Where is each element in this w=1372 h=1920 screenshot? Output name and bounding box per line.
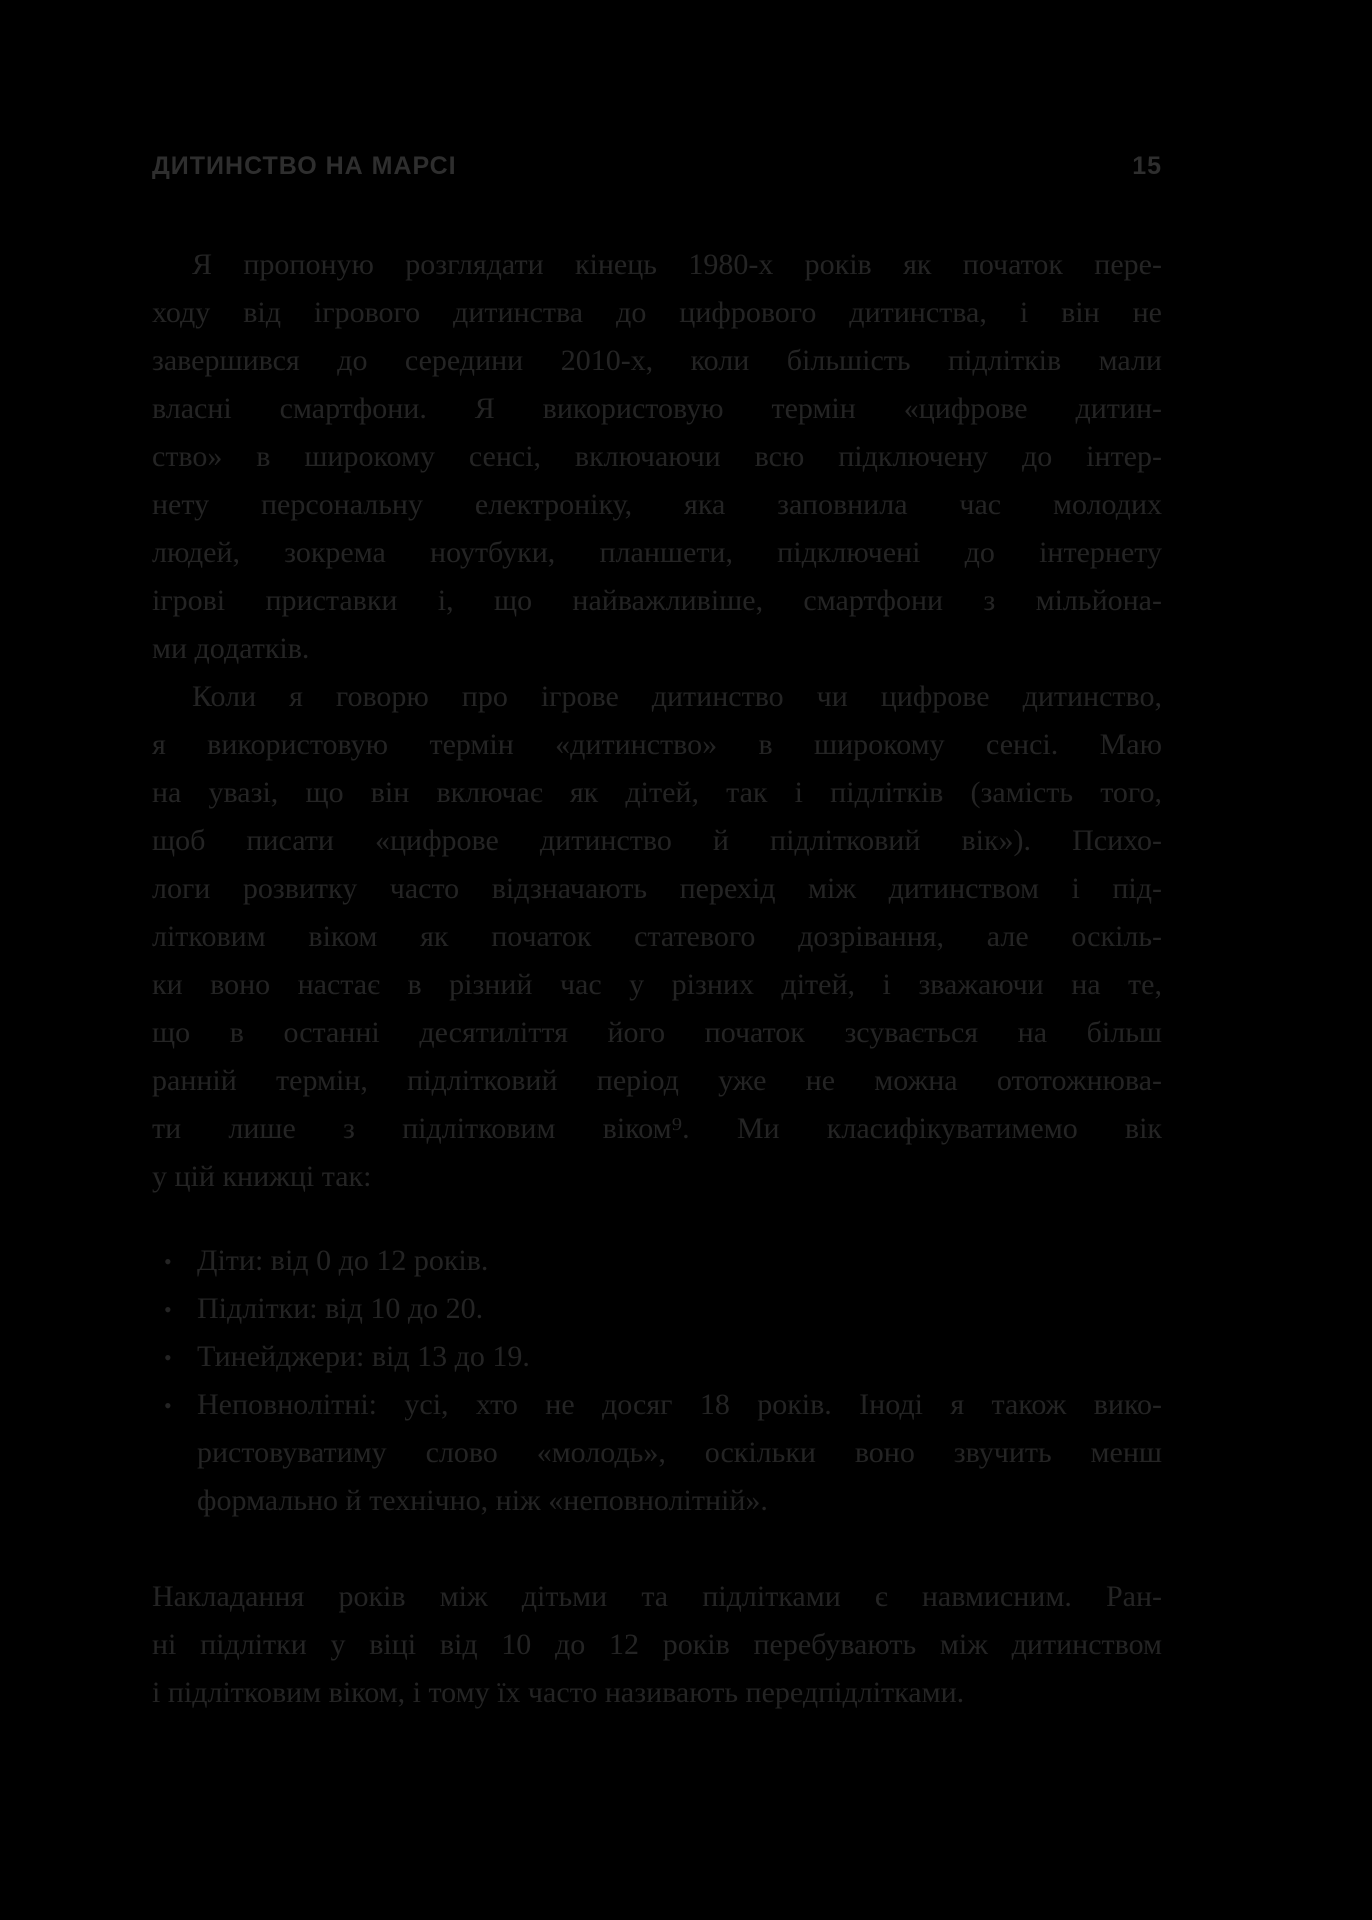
text-line: і підлітковим віком, і тому їх часто називають передпідлітками. bbox=[152, 1676, 965, 1709]
text-line: що в останні десятиліття його початок зсувається на більш bbox=[152, 1016, 1162, 1049]
text-line: ранній термін, підлітковий період уже не можна ототожнюва- bbox=[152, 1064, 1162, 1097]
paragraph-childhood-term bbox=[152, 673, 1162, 1201]
text-line: літковим віком як початок статевого дозрівання, але оскіль- bbox=[152, 920, 1162, 953]
bullet-icon: • bbox=[164, 1345, 172, 1370]
body-text bbox=[152, 241, 1162, 1717]
paragraph-overlap-note bbox=[152, 1573, 1162, 1717]
text-line: ство» в широкому сенсі, включаючи всю підключену до інтер- bbox=[152, 440, 1162, 473]
text-line: логи розвитку часто відзначають перехід між дитинством і під- bbox=[152, 872, 1162, 905]
bullet-icon: • bbox=[164, 1393, 172, 1418]
text-line: Накладання років між дітьми та підлітками є навмисним. Ран- bbox=[152, 1580, 1162, 1613]
text-line: нету персональну електроніку, яка заповнила час молодих bbox=[152, 488, 1162, 521]
text-line: я використовую термін «дитинство» в широкому сенсі. Маю bbox=[152, 728, 1162, 761]
list-item-adolescents bbox=[152, 1285, 1162, 1333]
text-line: ти лише з підлітковим віком⁹. Ми класифікуватимемо вік bbox=[152, 1112, 1162, 1145]
running-header bbox=[152, 152, 1162, 181]
text-line: ристовуватиму слово «молодь», оскільки воно звучить менш bbox=[197, 1436, 1162, 1469]
text-line: Тинейджери: від 13 до 19. bbox=[197, 1340, 530, 1373]
list-item-minors bbox=[152, 1381, 1162, 1525]
running-head-title: ДИТИНСТВО НА МАРСІ bbox=[152, 152, 457, 180]
paragraph-digital-childhood bbox=[152, 241, 1162, 673]
text-line: ігрові приставки і, що найважливіше, смартфони з мільйона- bbox=[152, 584, 1162, 617]
bullet-icon: • bbox=[164, 1249, 172, 1274]
text-line: людей, зокрема ноутбуки, планшети, підключені до інтернету bbox=[152, 536, 1162, 569]
text-line: ні підлітки у віці від 10 до 12 років перебувають між дитинством bbox=[152, 1628, 1162, 1661]
text-line: ки воно настає в різний час у різних дітей, і зважаючи на те, bbox=[152, 968, 1162, 1001]
text-line: Неповнолітні: усі, хто не досяг 18 років. Іноді я також вико- bbox=[197, 1388, 1162, 1421]
list-item-children bbox=[152, 1237, 1162, 1285]
text-line: завершився до середини 2010-х, коли більшість підлітків мали bbox=[152, 344, 1162, 377]
text-line: Я пропоную розглядати кінець 1980-х років як початок пере- bbox=[192, 248, 1162, 281]
age-classification-list bbox=[152, 1237, 1162, 1525]
text-line: формально й технічно, ніж «неповнолітній». bbox=[197, 1484, 768, 1517]
page-number: 15 bbox=[1132, 152, 1162, 180]
text-line: Коли я говорю про ігрове дитинство чи цифрове дитинство, bbox=[192, 680, 1162, 713]
text-line: Підлітки: від 10 до 20. bbox=[197, 1292, 484, 1325]
text-line: щоб писати «цифрове дитинство й підлітковий вік»). Психо- bbox=[152, 824, 1162, 857]
text-line: ходу від ігрового дитинства до цифрового дитинства, і він не bbox=[152, 296, 1162, 329]
text-line: ми додатків. bbox=[152, 632, 310, 665]
text-line: власні смартфони. Я використовую термін «цифрове дитин- bbox=[152, 392, 1162, 425]
list-item-teenagers bbox=[152, 1333, 1162, 1381]
text-line: у цій книжці так: bbox=[152, 1160, 372, 1193]
bullet-icon: • bbox=[164, 1297, 172, 1322]
text-line: на увазі, що він включає як дітей, так і підлітків (замість того, bbox=[152, 776, 1162, 809]
page-content bbox=[152, 152, 1162, 1717]
text-line: Діти: від 0 до 12 років. bbox=[197, 1244, 489, 1277]
